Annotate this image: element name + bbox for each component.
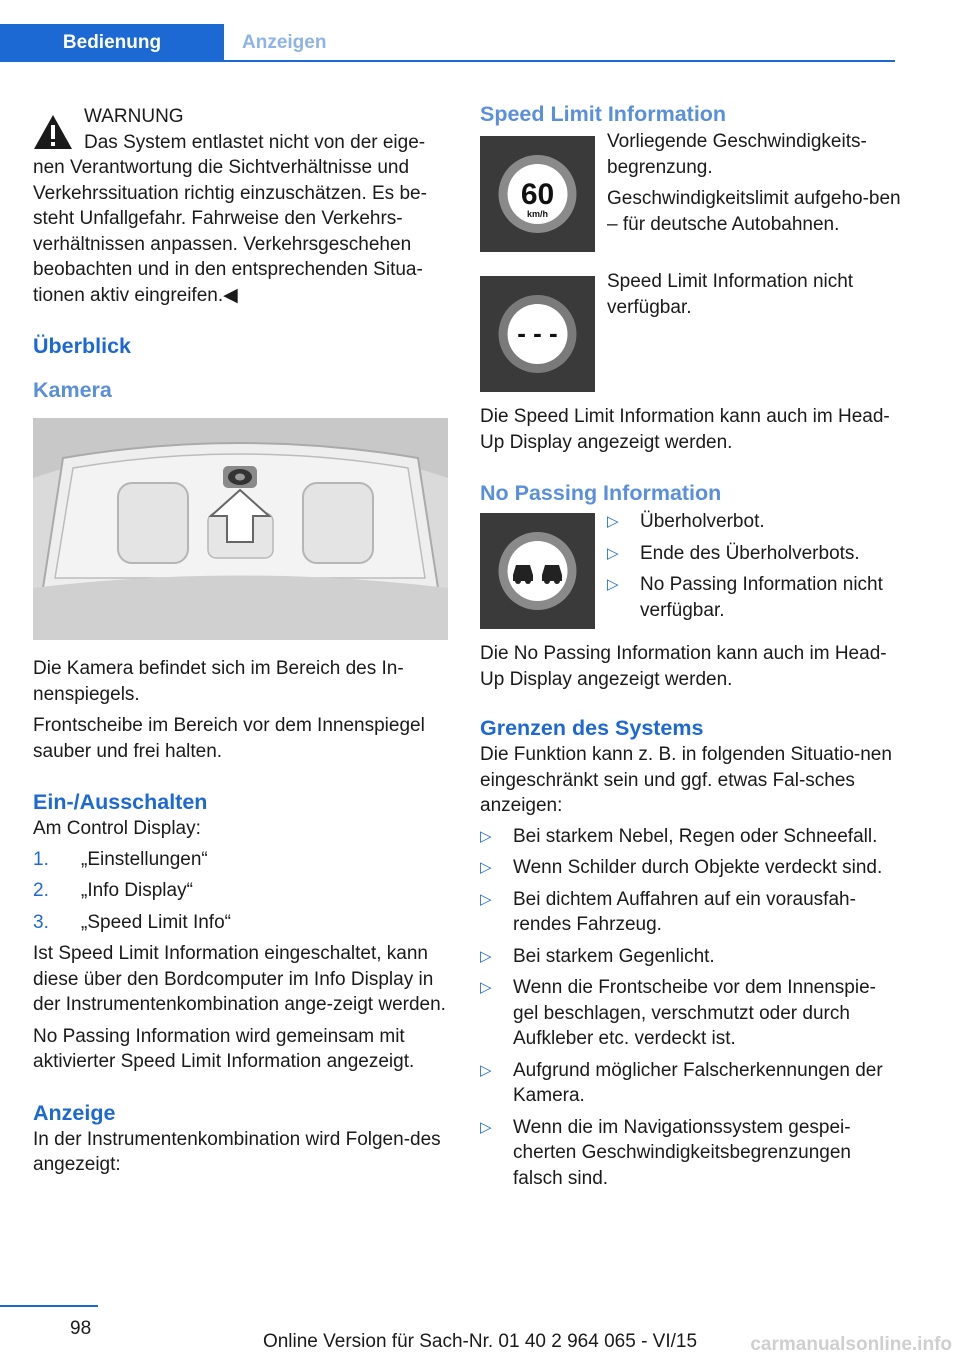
list-item: ▷ Wenn die im Navigationssystem gespei-cherten Geschwindigkeitsbegrenzungen falsch sind. (480, 1116, 851, 1189)
speed-limit-unavailable-text: Speed Limit Information nicht verfügbar. (607, 271, 854, 318)
heading-ein-ausschalten: Ein-/Ausschalten (33, 790, 208, 814)
list-item: ▷ Bei dichtem Auffahren auf ein vorausfah-rendes Fahrzeug. (480, 888, 856, 935)
camera-clean-text: Frontscheibe im Bereich vor dem Innenspiegel sauber und frei halten. (33, 715, 425, 762)
camera-illustration (33, 418, 448, 640)
heading-grenzen: Grenzen des Systems (480, 716, 704, 740)
no-passing-list (607, 509, 902, 629)
triangle-bullet-icon: ▷ (607, 576, 619, 593)
onoff-steps (33, 847, 451, 936)
triangle-bullet-icon: ▷ (480, 979, 492, 996)
heading-no-passing: No Passing Information (480, 481, 722, 505)
triangle-bullet-icon: ▷ (480, 890, 492, 908)
display-text: In der Instrumentenkombination wird Folgen-des angezeigt: (33, 1128, 441, 1175)
speed-limit-present: Vorliegende Geschwindigkeits-begrenzung. (607, 131, 867, 178)
list-item: ▷ Bei starkem Nebel, Regen oder Schneefall. (480, 824, 898, 850)
list-item: 2. „Info Display“ (33, 880, 193, 901)
triangle-bullet-icon: ▷ (607, 513, 619, 530)
limits-intro: Die Funktion kann z. B. in folgenden Situatio-nen eingeschränkt sein und ggf. etwas Fal-sches anzeigen: (480, 744, 892, 816)
warning-block (33, 104, 451, 308)
speed-value: 60 (520, 178, 555, 211)
heading-kamera: Kamera (33, 378, 112, 402)
speed-limit-lifted: Geschwindigkeitslimit aufgeho-ben – für deutsche Autobahnen. (607, 188, 901, 235)
triangle-bullet-icon: ▷ (480, 947, 492, 965)
list-item: ▷ Wenn Schilder durch Objekte verdeckt sind. (480, 855, 898, 881)
tab-anzeigen[interactable]: Anzeigen (242, 32, 327, 53)
speed-limit-row-1 (480, 131, 901, 252)
heading-speed-limit: Speed Limit Information (480, 102, 727, 126)
heading-ueberblick: Überblick (33, 334, 131, 358)
list-item: ▷ Wenn die Frontscheibe vor dem Innenspie-gel beschlagen, verschmutzt oder durch Aufkleber etc. verdeckt ist. (480, 977, 876, 1049)
list-item: ▷ No Passing Information nicht verfügbar. (607, 574, 883, 621)
list-item: ▷ Überholverbot. (607, 509, 902, 535)
triangle-bullet-icon: ▷ (480, 859, 492, 876)
speed-limit-unavailable-sign (480, 276, 595, 392)
page-number: 98 (70, 1318, 92, 1339)
dashes: - - - (517, 318, 558, 348)
watermark: carmanualsonline.info (750, 1334, 952, 1355)
warning-title: WARNUNG (84, 106, 184, 127)
footer-divider (0, 1305, 98, 1307)
footer-version-text: Online Version für Sach-Nr. 01 40 2 964 065 - VI/15 (262, 1331, 698, 1352)
speed-limit-60-sign (480, 136, 595, 252)
speed-limit-row-2 (480, 271, 898, 392)
list-item: 3. „Speed Limit Info“ (33, 911, 231, 933)
warning-triangle-icon (33, 114, 73, 150)
onoff-intro: Am Control Display: (33, 818, 201, 839)
list-item: ▷ Aufgrund möglicher Falscherkennungen der Kamera. (480, 1059, 883, 1106)
list-item: ▷ Bei starkem Gegenlicht. (480, 944, 898, 970)
no-passing-row (480, 513, 898, 629)
tab-divider (224, 60, 895, 62)
limits-list (480, 824, 898, 1192)
onoff-p1: Ist Speed Limit Information eingeschaltet, kann diese über den Bordcomputer im Info Display in der Instrumentenkombination ange-zeigt werden. (33, 943, 446, 1015)
tab-bedienung[interactable]: Bedienung (0, 24, 224, 62)
warning-first-line: Das System entlastet nicht von der eige- (84, 131, 426, 153)
camera-location-text: Die Kamera befindet sich im Bereich des In-nenspiegels. (33, 658, 404, 705)
triangle-bullet-icon: ▷ (480, 827, 492, 845)
triangle-bullet-icon: ▷ (480, 1118, 492, 1136)
car-interior-image (33, 418, 448, 640)
left-column (33, 100, 451, 1178)
heading-anzeige: Anzeige (33, 1100, 116, 1125)
list-item: 1. „Einstellungen“ (33, 848, 208, 870)
no-passing-sign (480, 513, 595, 629)
onoff-p2: No Passing Information wird gemeinsam mit aktivierter Speed Limit Information angezeigt. (33, 1025, 415, 1072)
no-passing-hud-text: Die No Passing Information kann auch im Head-Up Display angezeigt werden. (480, 643, 887, 690)
triangle-bullet-icon: ▷ (607, 544, 619, 562)
triangle-bullet-icon: ▷ (480, 1061, 492, 1079)
warning-text: nen Verantwortung die Sichtverhältnisse und Verkehrssituation richtig einzuschätzen. Es be-steht Unfallgefahr. Fahrweise den Verkehrs-verhältnissen anpassen. Verkehrsgeschehen beobachten und in den entsprechenden Situa-tionen aktiv eingreifen.◀ (33, 157, 427, 306)
speed-limit-hud-text: Die Speed Limit Information kann auch im Head-Up Display angezeigt werden. (480, 406, 890, 453)
right-column (480, 100, 901, 1197)
speed-unit: km/h (526, 209, 549, 219)
list-item: ▷ Ende des Überholverbots. (607, 541, 902, 567)
chapter-tabs (0, 24, 895, 62)
